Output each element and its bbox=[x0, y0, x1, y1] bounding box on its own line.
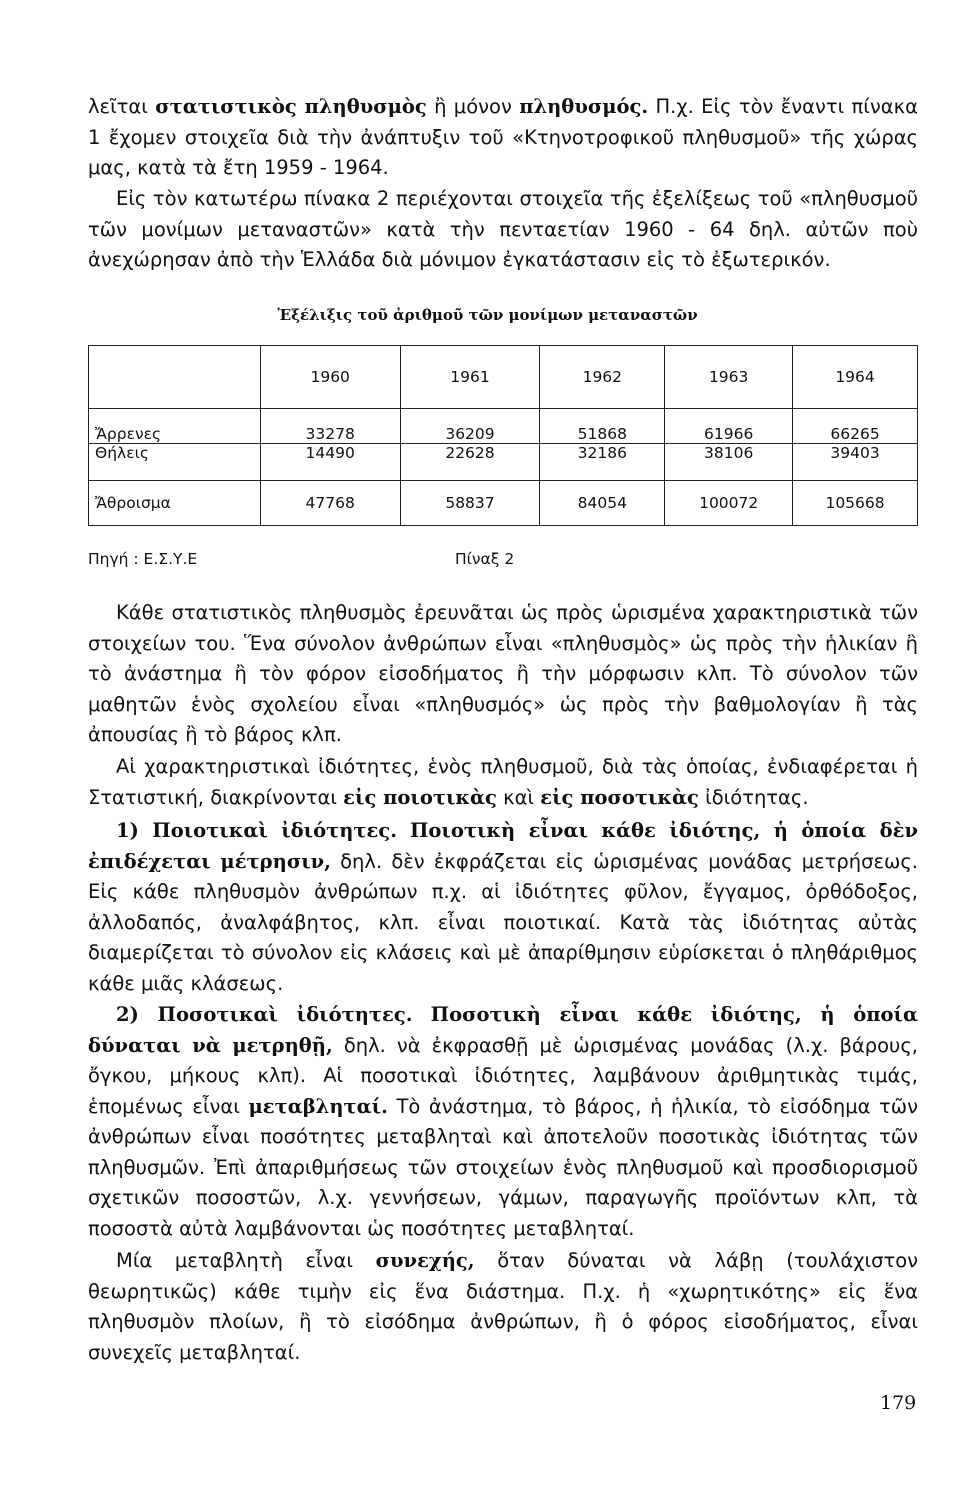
cell: 22628 bbox=[400, 444, 540, 481]
header-empty bbox=[89, 346, 261, 409]
definition-paragraph: Κάθε στατιστικὸς πληθυσμὸς ἐρευνᾶται ὡς πρὸς ὡρισμένα χαρακτηριστικὰ τῶν στοιχείων του. Ἕνα σύνολον ἀνθρώπων εἶναι «πληθυσμὸς» ὡς πρὸς τὴν ἡλικίαν ἢ τὸ ἀνάστημα ἢ τὸν φόρον εἰσοδήματος ἢ τὴν μόρφωσιν κλπ. Τὸ σύνολον τῶν μαθητῶν ἑνὸς σχολείου εἶναι «πληθυσμός» ὡς πρὸς τὴν βαθμολογίαν ἢ τὰς ἀπουσίας ἢ τὸ βάρος κλπ. bbox=[88, 601, 918, 746]
row-label: Θήλεις bbox=[89, 444, 261, 481]
continuous-text-a: Μία μεταβλητὴ εἶναι bbox=[116, 1249, 353, 1272]
cell: 61966 bbox=[665, 409, 793, 444]
term-quantitative: εἰς ποσοτικὰς bbox=[540, 785, 699, 809]
table-intro-paragraph: Εἰς τὸν κατωτέρω πίνακα 2 περιέχονται στοιχεῖα τῆς ἐξελίξεως τοῦ «πληθυσμοῦ τῶν μονίμων μεταναστῶν» κατὰ τὴν πενταετίαν 1960 - 64 δηλ. αὐτῶν ποὺ ἀνεχώρησαν ἀπὸ τὴν Ἑλλάδα διὰ μόνιμον ἐγκατάστασιν εἰς τὸ ἐξωτερικόν. bbox=[88, 187, 918, 271]
year-header: 1962 bbox=[540, 346, 665, 409]
table-row-females bbox=[89, 444, 918, 481]
table-row-total bbox=[89, 481, 918, 526]
table-row-males bbox=[89, 409, 918, 444]
intro-text-b: ἢ μόνον bbox=[434, 95, 512, 118]
qualitative-paragraph bbox=[88, 816, 918, 999]
year-header: 1961 bbox=[400, 346, 540, 409]
table-source: Πηγή : Ε.Σ.Υ.Ε bbox=[88, 550, 198, 568]
intro-text-a: λεῖται bbox=[88, 95, 148, 118]
cell: 51868 bbox=[540, 409, 665, 444]
cell: 66265 bbox=[793, 409, 918, 444]
cell: 38106 bbox=[665, 444, 793, 481]
term-continuous: συνεχής, bbox=[375, 1249, 475, 1272]
quantitative-text-2: Τὸ ἀνάστημα, τὸ βάρος, ἡ ἡλικία, τὸ εἰσόδημα τῶν ἀνθρώπων εἶναι ποσότητες μεταβληταὶ καὶ ἀποτελοῦν ποσοτικὰς ἰδιότητας τῶν πληθυσμῶν. Ἐπὶ ἀπαριθμήσεως τῶν στοιχείων ἑνὸς πληθυσμοῦ καὶ προσδιορισμοῦ σχετικῶν ποσοστῶν, λ.χ. γεννήσεων, γάμων, παραγωγῆς προϊόντων κλπ, τὰ ποσοστὰ αὐτὰ λαμβάνονται ὡς ποσότητες μεταβληταί. bbox=[88, 1094, 919, 1240]
continuous-paragraph bbox=[88, 1246, 918, 1368]
intro-paragraph bbox=[88, 92, 918, 184]
row-label: Ἄθροισμα bbox=[89, 481, 261, 526]
intro-text-rest: Π.χ. Εἰς τὸν ἔναντι πίνακα 1 ἔχομεν στοιχεῖα διὰ τὴν ἀνάπτυξιν τοῦ «Κτηνοτροφικοῦ πληθυσμοῦ» τῆς χώρας μας, κατὰ τὰ ἔτη 1959 - 1964. bbox=[88, 95, 918, 179]
quantitative-paragraph bbox=[88, 1000, 918, 1244]
quantitative-definition: Ποσοτικὴ εἶναι κάθε ἰδιότης, ἡ ὁποία δύναται νὰ μετρηθῇ, bbox=[88, 1003, 918, 1057]
characteristics-paragraph bbox=[88, 752, 918, 813]
char-text-c: καὶ bbox=[503, 785, 535, 809]
cell: 84054 bbox=[540, 481, 665, 526]
year-header: 1963 bbox=[665, 346, 793, 409]
term-qualitative: εἰς ποιοτικὰς bbox=[343, 785, 497, 809]
cell: 33278 bbox=[260, 409, 400, 444]
cell: 58837 bbox=[400, 481, 540, 526]
quantitative-text: δηλ. νὰ ἐκφρασθῇ μὲ ὡρισμένας μονάδας (λ.χ. βάρους, ὄγκου, μήκους κλπ). Αἱ ποσοτικαὶ ἰδιότητες, λαμβάνουν ἀριθμητικὰς τιμάς, ἑπομένως εἶναι bbox=[88, 1033, 918, 1118]
cell: 14490 bbox=[260, 444, 400, 481]
cell: 36209 bbox=[400, 409, 540, 444]
continuous-text-b: ὅταν δύναται νὰ λάβῃ (τουλάχιστον θεωρητικῶς) κάθε τιμὴν εἰς ἕνα διάστημα. Π.χ. ἡ «χωρητικότης» εἰς ἕνα πληθυσμὸν πλοίων, ἢ τὸ εἰσόδημα ἀνθρώπων, ἢ ὁ φόρος εἰσοδήματος, εἶναι συνεχεῖς μεταβληταί. bbox=[88, 1249, 919, 1364]
table-header-row bbox=[89, 346, 918, 409]
cell: 105668 bbox=[793, 481, 918, 526]
char-text-a: Αἱ χαρακτηριστικαὶ ἰδιότητες, ἑνὸς πληθυσμοῦ, διὰ τὰς ὁποίας, ἐνδιαφέρεται ἡ Στατιστική, διακρίνονται bbox=[88, 755, 918, 809]
cell: 39403 bbox=[793, 444, 918, 481]
page-number: 179 bbox=[880, 1392, 917, 1414]
table-number: Πίναξ 2 bbox=[455, 550, 515, 568]
char-text-e: ἰδιότητας. bbox=[705, 785, 809, 809]
qualitative-definition: Ποιοτικὴ εἶναι κάθε ἰδιότης, ἡ ὁποία δὲν ἐπιδέχεται μέτρησιν, bbox=[88, 819, 919, 873]
year-header: 1960 bbox=[260, 346, 400, 409]
year-header: 1964 bbox=[793, 346, 918, 409]
term-statistical-population: στατιστικὸς πληθυσμὸς bbox=[155, 95, 427, 118]
term-variables: μεταβληταί. bbox=[248, 1094, 388, 1118]
table-caption: Ἐξέλιξις τοῦ ἀριθμοῦ τῶν μονίμων μεταναστῶν bbox=[277, 306, 698, 324]
qualitative-text: δηλ. δὲν ἐκφράζεται εἰς ὡρισμένας μονάδας μετρήσεως. Εἰς κάθε πληθυσμὸν ἀνθρώπων π.χ. αἱ ἰδιότητες φῦλον, ἔγγαμος, ὀρθόδοξος, ἀλλοδαπός, ἀναλφάβητος, κλπ. εἶναι ποιοτικαί. Κατὰ τὰς ἰδιότητας αὐτὰς διαμερίζεται τὸ σύνολον εἰς κλάσεις καὶ μὲ ἀπαρίθμησιν εὑρίσκεται ὁ πληθάριθμος κάθε μιᾶς κλάσεως. bbox=[88, 849, 918, 995]
term-population: πληθυσμός. bbox=[519, 95, 649, 118]
qualitative-heading: 1) Ποιοτικαὶ ἰδιότητες. bbox=[116, 819, 398, 842]
row-label: Ἄρρενες bbox=[89, 409, 261, 444]
cell: 32186 bbox=[540, 444, 665, 481]
quantitative-heading: 2) Ποσοτικαὶ ἰδιότητες. bbox=[116, 1003, 413, 1026]
cell: 47768 bbox=[260, 481, 400, 526]
emigrants-table bbox=[88, 345, 918, 526]
cell: 100072 bbox=[665, 481, 793, 526]
